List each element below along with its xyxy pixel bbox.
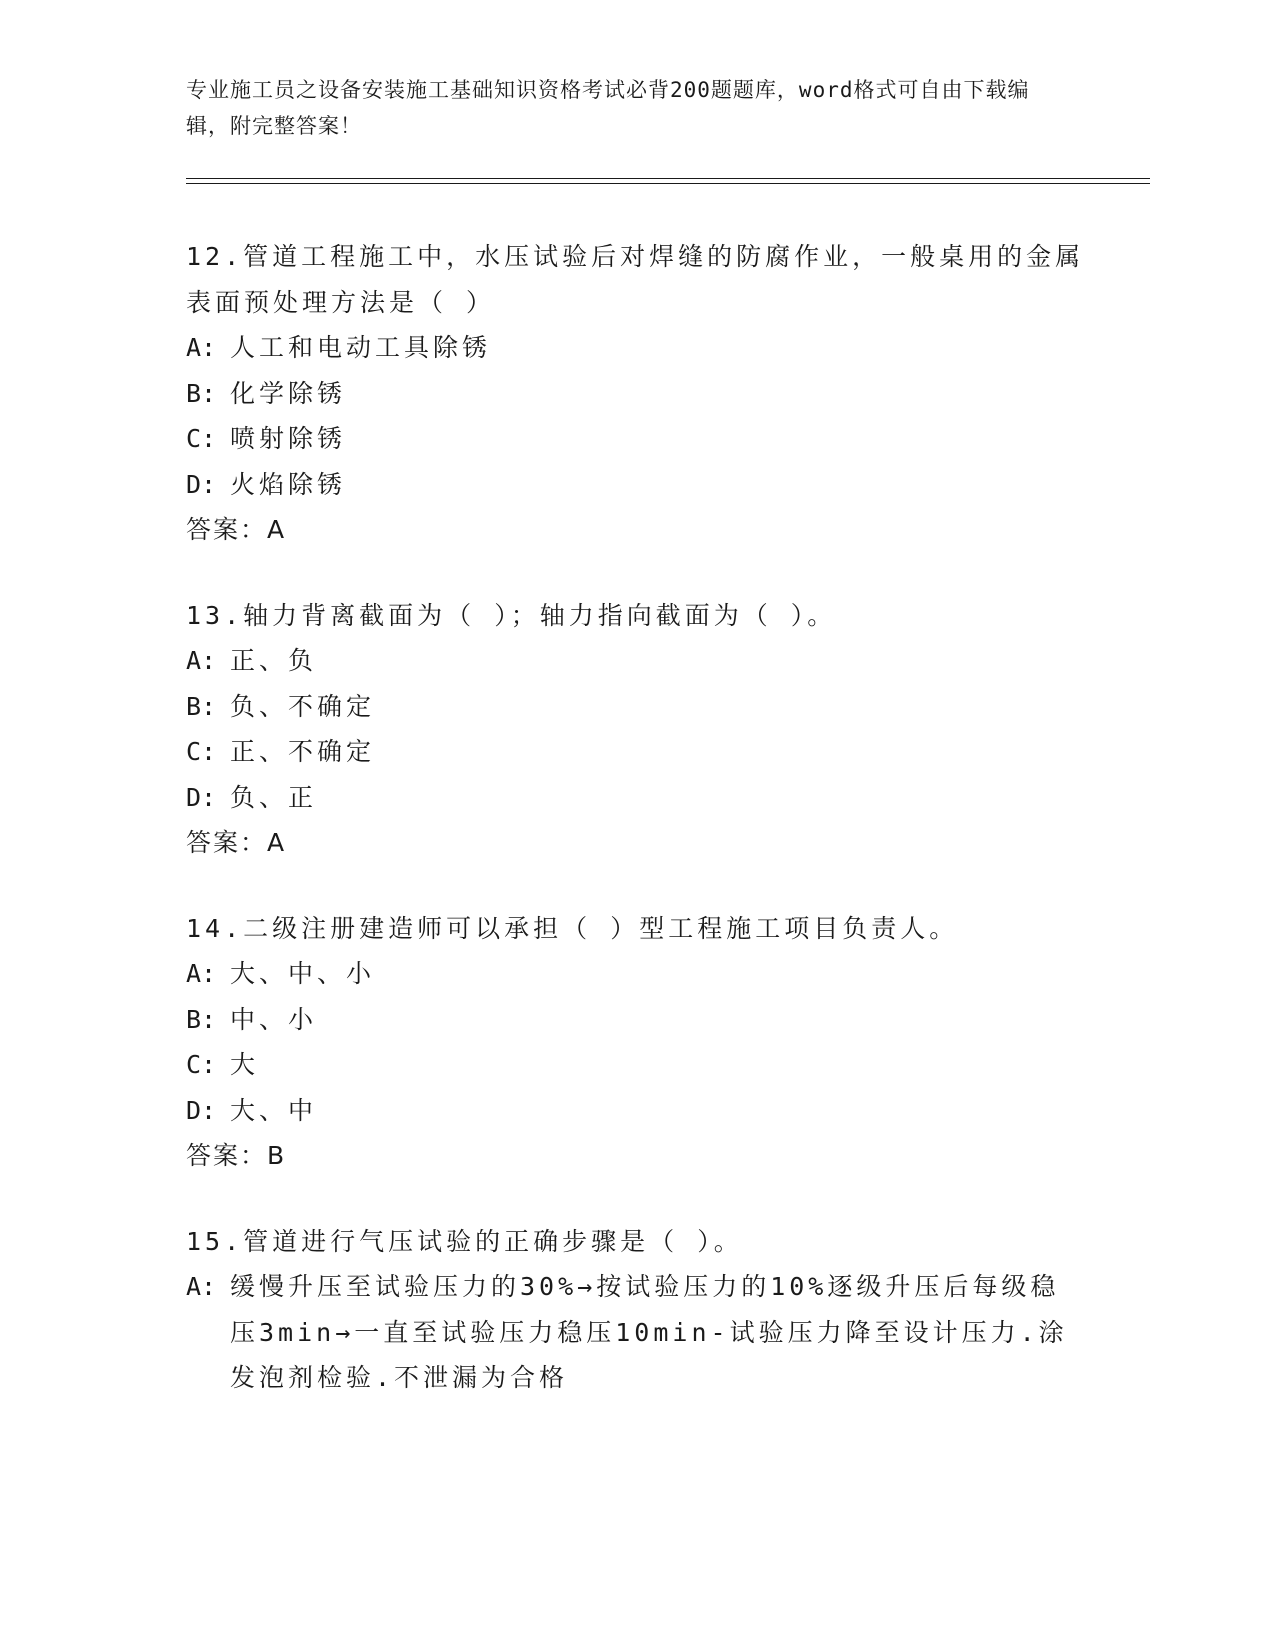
option-label: D: — [186, 469, 217, 499]
option-label: A: — [186, 333, 217, 362]
option-text: 大 — [230, 1050, 260, 1079]
option-label: D: — [186, 782, 217, 812]
option-label: B: — [186, 1004, 217, 1034]
answer-option — [186, 638, 1086, 684]
question-list — [186, 234, 1086, 1441]
option-text: 喷射除锈 — [230, 424, 347, 453]
option-text: 大、中 — [230, 1095, 318, 1125]
option-label: C: — [186, 424, 217, 453]
option-label: C: — [186, 737, 217, 766]
option-label: B: — [186, 691, 217, 721]
answer-option — [186, 1088, 1086, 1134]
question-block — [186, 1219, 1086, 1401]
answer-option — [186, 1264, 1086, 1401]
answer-option — [186, 462, 1086, 508]
option-text: 负、不确定 — [230, 691, 376, 721]
answer-option — [186, 997, 1086, 1043]
answer-option — [186, 951, 1086, 997]
option-text: 大、中、小 — [230, 959, 376, 988]
question-stem: 13.轴力背离截面为（ ）；轴力指向截面为（ ）。 — [186, 600, 837, 630]
option-label: A: — [186, 959, 217, 988]
answer-option — [186, 1042, 1086, 1088]
option-text: 负、正 — [230, 782, 318, 812]
question-block — [186, 906, 1086, 1179]
answer-option — [186, 416, 1086, 462]
option-text: 火焰除锈 — [230, 469, 347, 499]
answer-key: 答案：A — [186, 515, 287, 544]
option-label: A: — [186, 646, 217, 675]
option-text: 正、不确定 — [230, 737, 376, 766]
answer-option — [186, 729, 1086, 775]
option-text: 正、负 — [230, 646, 318, 675]
header-divider — [186, 178, 1150, 179]
answer-key: 答案：A — [186, 828, 287, 857]
header-divider-second — [186, 183, 1150, 184]
question-block — [186, 593, 1086, 866]
option-label: D: — [186, 1095, 217, 1125]
option-label: A: — [186, 1272, 217, 1301]
question-block — [186, 234, 1086, 553]
option-label: C: — [186, 1050, 217, 1079]
option-text: 缓慢升压至试验压力的30%→按试验压力的10%逐级升压后每级稳压3min→一直至试验压力稳压10min-试验压力降至设计压力.涂发泡剂检验.不泄漏为合格 — [230, 1272, 1068, 1392]
question-stem: 12.管道工程施工中，水压试验后对焊缝的防腐作业，一般桌用的金属表面预处理方法是（ ） — [186, 242, 1085, 317]
question-stem: 15.管道进行气压试验的正确步骤是（ ）。 — [186, 1226, 743, 1256]
answer-option — [186, 371, 1086, 417]
option-label: B: — [186, 378, 217, 408]
answer-option — [186, 684, 1086, 730]
document-header: 专业施工员之设备安装施工基础知识资格考试必背200题题库，word格式可自由下载编辑，附完整答案！ — [186, 78, 1030, 138]
question-stem: 14.二级注册建造师可以承担（ ）型工程施工项目负责人。 — [186, 913, 959, 943]
answer-option — [186, 325, 1086, 371]
option-text: 中、小 — [230, 1004, 318, 1034]
option-text: 人工和电动工具除锈 — [230, 333, 492, 362]
answer-key: 答案：B — [186, 1141, 287, 1170]
option-text: 化学除锈 — [230, 378, 347, 408]
answer-option — [186, 775, 1086, 821]
